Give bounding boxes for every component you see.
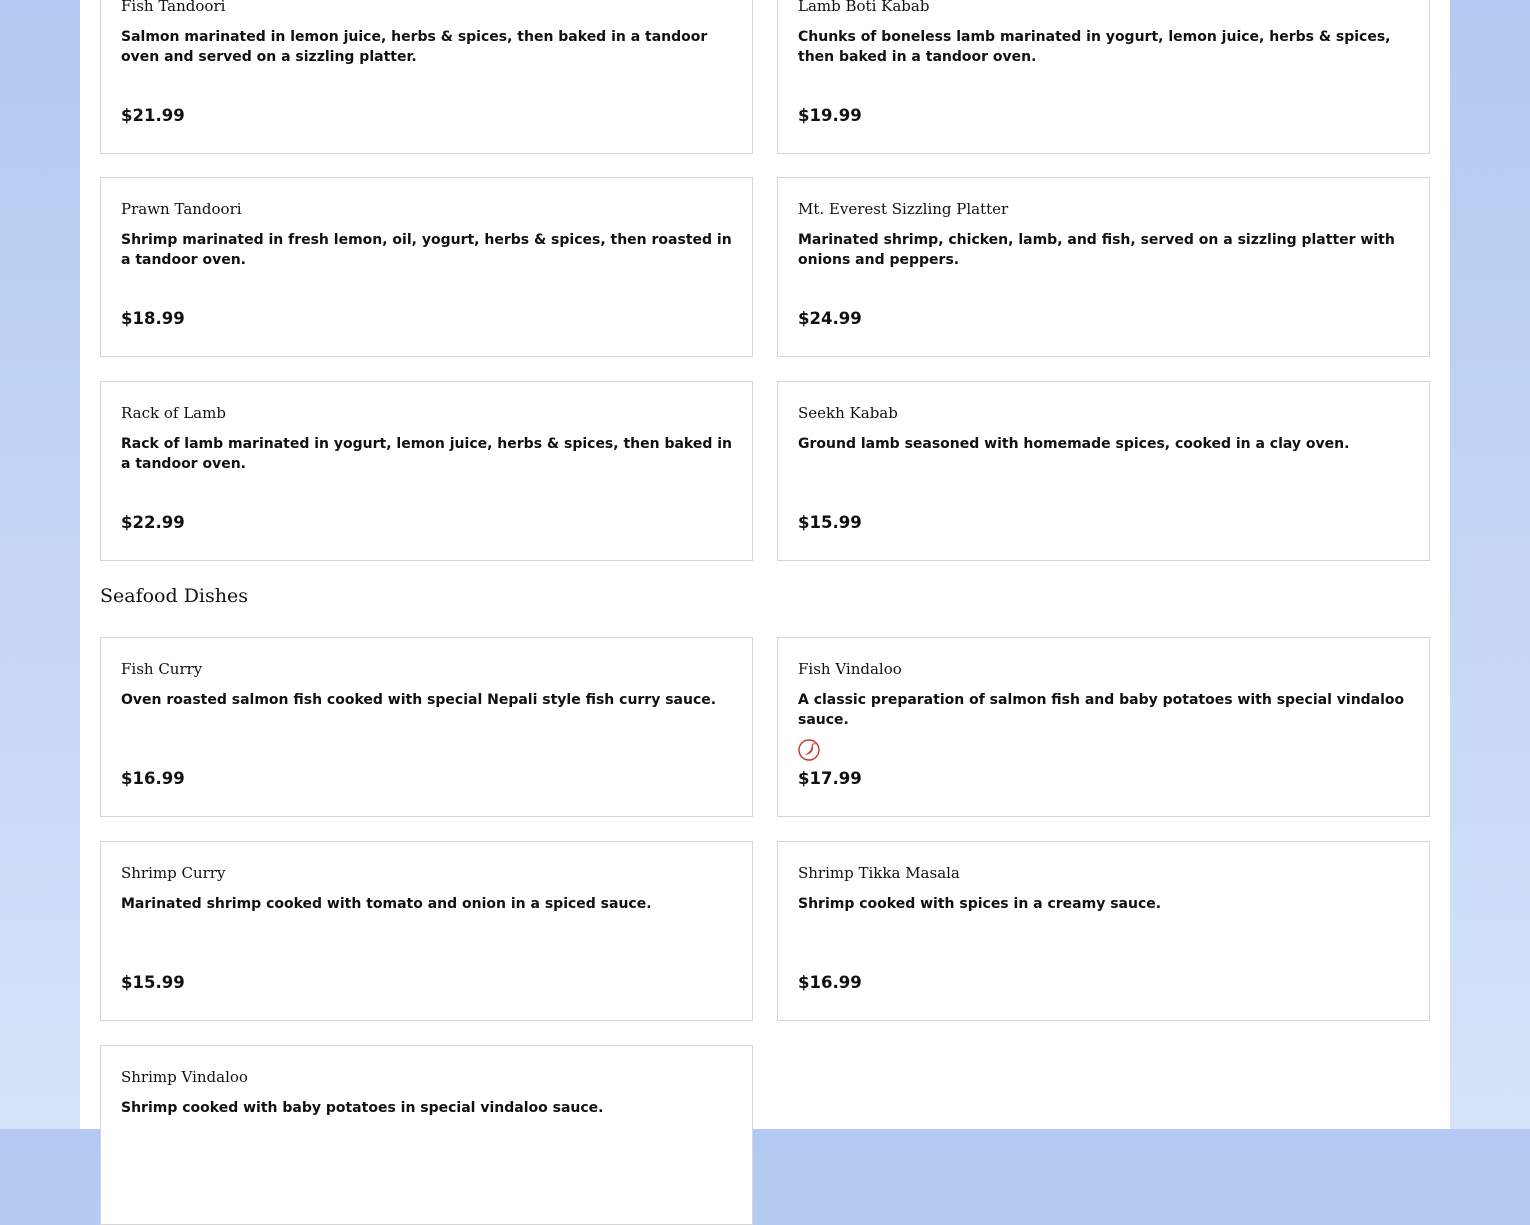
menu-item-name: Fish Vindaloo [798, 660, 902, 678]
menu-item-card-seekh-kabab[interactable] [777, 381, 1430, 561]
menu-item-card-shrimp-curry[interactable] [100, 841, 753, 1021]
menu-item-price: $18.99 [121, 309, 185, 328]
menu-item-card-rack-of-lamb[interactable] [100, 381, 753, 561]
menu-item-card-shrimp-vindaloo[interactable] [100, 1045, 753, 1225]
menu-item-name: Fish Tandoori [121, 0, 226, 15]
menu-item-card-shrimp-tikka-masala[interactable] [777, 841, 1430, 1021]
menu-page [80, 0, 1450, 1129]
menu-item-card-lamb-boti-kabab[interactable] [777, 0, 1430, 154]
menu-item-description: Shrimp cooked with spices in a creamy sauce. [798, 896, 1162, 912]
menu-item-card-fish-curry[interactable] [100, 637, 753, 817]
menu-item-description: Marinated shrimp, chicken, lamb, and fish, served on a sizzling platter with onions and peppers. [798, 232, 1395, 268]
menu-item-name: Shrimp Tikka Masala [798, 864, 960, 882]
menu-item-card-fish-vindaloo[interactable] [777, 637, 1430, 817]
menu-item-description: A classic preparation of salmon fish and baby potatoes with special vindaloo sauce. [798, 692, 1405, 728]
menu-item-card-fish-tandoori[interactable] [100, 0, 753, 154]
menu-item-price: $16.99 [121, 769, 185, 788]
menu-item-description: Oven roasted salmon fish cooked with special Nepali style fish curry sauce. [121, 692, 717, 708]
section-heading-seafood: Seafood Dishes [100, 585, 248, 607]
menu-item-description: Chunks of boneless lamb marinated in yogurt, lemon juice, herbs & spices, then baked in a tandoor oven. [798, 29, 1391, 65]
menu-item-description: Salmon marinated in lemon juice, herbs & spices, then baked in a tandoor oven and served on a sizzling platter. [121, 29, 708, 65]
menu-item-name: Seekh Kabab [798, 404, 898, 422]
menu-item-price: $21.99 [121, 106, 185, 125]
menu-item-name: Lamb Boti Kabab [798, 0, 930, 15]
spicy-pepper-icon [798, 739, 820, 761]
menu-item-description: Ground lamb seasoned with homemade spices, cooked in a clay oven. [798, 436, 1350, 452]
menu-item-name: Shrimp Vindaloo [121, 1068, 248, 1086]
menu-item-name: Rack of Lamb [121, 404, 226, 422]
menu-item-name: Prawn Tandoori [121, 200, 242, 218]
menu-item-price: $15.99 [798, 513, 862, 532]
menu-item-description: Marinated shrimp cooked with tomato and onion in a spiced sauce. [121, 896, 652, 912]
menu-item-name: Mt. Everest Sizzling Platter [798, 200, 1009, 218]
menu-item-description: Shrimp cooked with baby potatoes in special vindaloo sauce. [121, 1100, 604, 1116]
menu-item-card-mt-everest-sizzling-platter[interactable] [777, 177, 1430, 357]
menu-item-description: Shrimp marinated in fresh lemon, oil, yogurt, herbs & spices, then roasted in a tandoor oven. [121, 232, 732, 268]
menu-item-card-prawn-tandoori[interactable] [100, 177, 753, 357]
menu-item-description: Rack of lamb marinated in yogurt, lemon juice, herbs & spices, then baked in a tandoor oven. [121, 436, 733, 472]
menu-item-price: $17.99 [798, 769, 862, 788]
menu-item-name: Shrimp Curry [121, 864, 226, 882]
menu-item-price: $24.99 [798, 309, 862, 328]
menu-item-price: $15.99 [121, 973, 185, 992]
menu-item-name: Fish Curry [121, 660, 203, 678]
menu-item-price: $16.99 [798, 973, 862, 992]
menu-item-price: $19.99 [798, 106, 862, 125]
menu-item-price: $22.99 [121, 513, 185, 532]
